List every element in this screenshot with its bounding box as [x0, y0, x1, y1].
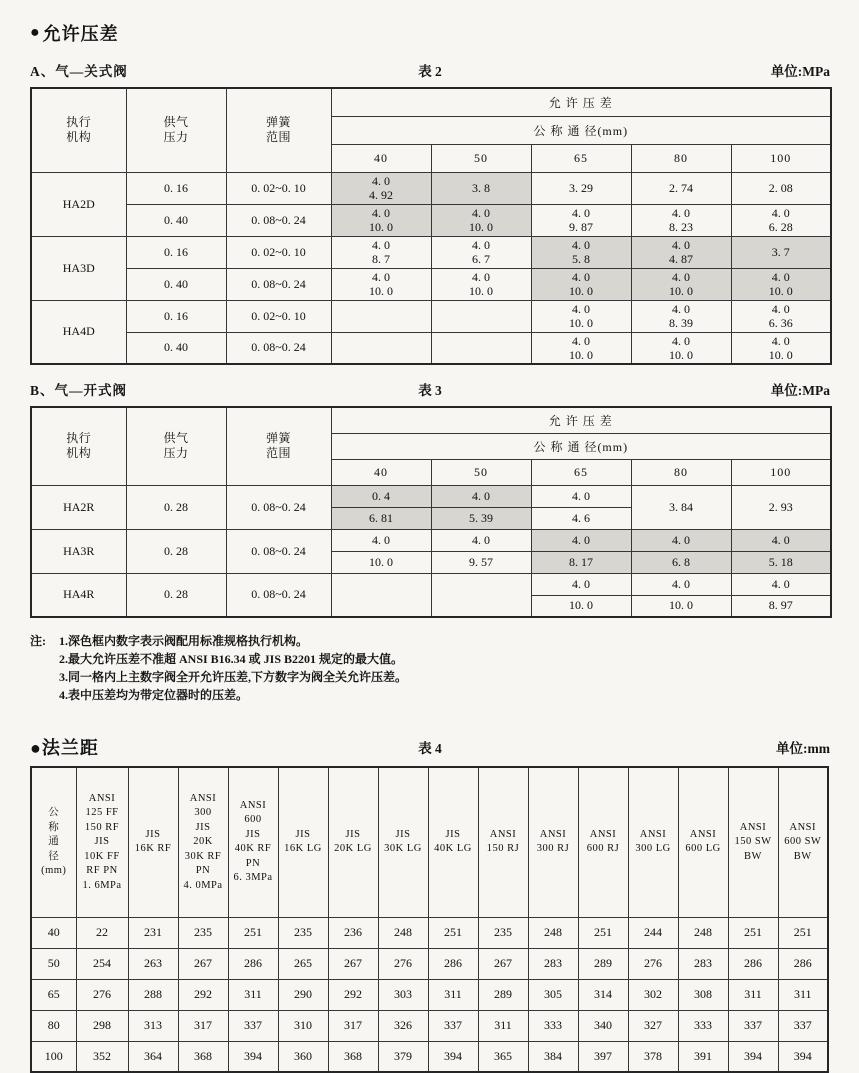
data-cell: [431, 332, 531, 364]
data-cell: 248: [528, 917, 578, 948]
table4-label: 表 4: [418, 741, 442, 756]
header-cell: ANSI 600 JIS 40K RF PN 6. 3MPa: [228, 767, 278, 917]
notes-prefix: 注:: [30, 634, 46, 648]
data-cell: 4. 0 9. 87: [531, 204, 631, 236]
data-cell: 251: [728, 917, 778, 948]
data-cell: 248: [678, 917, 728, 948]
data-cell: 248: [378, 917, 428, 948]
header-cell: 50: [431, 144, 531, 172]
data-cell: 276: [628, 948, 678, 979]
data-cell: 327: [628, 1010, 678, 1041]
data-cell: 4. 0: [531, 485, 631, 507]
section-title-pressure: [30, 20, 830, 46]
note-line: 4.表中压差均为带定位器时的压差。: [59, 688, 249, 702]
header-cell: 供气 压力: [126, 407, 226, 485]
data-cell: 4. 0 10. 0: [331, 204, 431, 236]
data-cell: 4. 0 4. 87: [631, 236, 731, 268]
data-cell: 352: [76, 1041, 128, 1072]
data-cell: 292: [328, 979, 378, 1010]
data-cell: 4. 0 6. 36: [731, 300, 831, 332]
data-cell: 0. 02~0. 10: [226, 236, 331, 268]
data-cell: 231: [128, 917, 178, 948]
data-cell: 364: [128, 1041, 178, 1072]
header-cell: 公 称 通 径 (mm): [31, 767, 76, 917]
data-cell: 22: [76, 917, 128, 948]
data-cell: 5. 39: [431, 507, 531, 529]
data-cell: 263: [128, 948, 178, 979]
header-cell: ANSI 150 SW BW: [728, 767, 778, 917]
data-cell: 337: [428, 1010, 478, 1041]
data-cell: [331, 332, 431, 364]
header-cell: 40: [331, 144, 431, 172]
data-cell: 4. 0 8. 39: [631, 300, 731, 332]
data-cell: 0. 02~0. 10: [226, 172, 331, 204]
data-cell: 0. 16: [126, 172, 226, 204]
table-row: [31, 300, 831, 332]
data-cell: 6. 8: [631, 551, 731, 573]
data-cell: 310: [278, 1010, 328, 1041]
data-cell: 65: [31, 979, 76, 1010]
data-cell: 0. 16: [126, 236, 226, 268]
header-cell: ANSI 300 JIS 20K 30K RF PN 4. 0MPa: [178, 767, 228, 917]
table-notes: [30, 632, 830, 704]
data-cell: 4. 0 10. 0: [731, 268, 831, 300]
data-cell: 283: [528, 948, 578, 979]
header-cell: ANSI 125 FF 150 RF JIS 10K FF RF PN 1. 6MPa: [76, 767, 128, 917]
data-cell: 394: [778, 1041, 828, 1072]
data-cell: 0. 08~0. 24: [226, 268, 331, 300]
data-cell: 311: [428, 979, 478, 1010]
data-cell: 4. 6: [531, 507, 631, 529]
data-cell: 10. 0: [631, 595, 731, 617]
caption-row-table4: [30, 734, 830, 760]
header-cell: 80: [631, 459, 731, 485]
data-cell: HA3D: [31, 236, 126, 300]
table-row: [31, 1010, 828, 1041]
data-cell: 4. 0 8. 23: [631, 204, 731, 236]
header-cell: ANSI 300 RJ: [528, 767, 578, 917]
header-cell: 40: [331, 459, 431, 485]
data-cell: 6. 81: [331, 507, 431, 529]
data-cell: 0. 02~0. 10: [226, 300, 331, 332]
data-cell: 3. 8: [431, 172, 531, 204]
data-cell: 4. 0 6. 28: [731, 204, 831, 236]
header-cell: 允 许 压 差: [331, 88, 831, 116]
header-cell: ANSI 300 LG: [628, 767, 678, 917]
data-cell: 10. 0: [531, 595, 631, 617]
section-title-text: 允许压差: [42, 24, 119, 44]
data-cell: HA2R: [31, 485, 126, 529]
data-cell: HA4R: [31, 573, 126, 617]
table-row: [31, 529, 831, 551]
data-cell: 0. 40: [126, 204, 226, 236]
data-cell: 251: [428, 917, 478, 948]
data-cell: 360: [278, 1041, 328, 1072]
data-cell: 368: [178, 1041, 228, 1072]
data-cell: 286: [228, 948, 278, 979]
data-cell: 305: [528, 979, 578, 1010]
data-cell: 5. 18: [731, 551, 831, 573]
data-cell: 337: [778, 1010, 828, 1041]
data-cell: 8. 97: [731, 595, 831, 617]
data-cell: 4. 0: [431, 529, 531, 551]
data-cell: 302: [628, 979, 678, 1010]
data-cell: 288: [128, 979, 178, 1010]
data-cell: 4. 0: [331, 529, 431, 551]
air-to-close-valve-pressure-table: [30, 87, 830, 365]
data-cell: 4. 0 10. 0: [631, 332, 731, 364]
header-cell: JIS 16K RF: [128, 767, 178, 917]
caption-row-table2: [30, 60, 830, 80]
table-row: [31, 172, 831, 204]
section-title-text: 法兰距: [41, 738, 99, 758]
data-cell: 4. 0 10. 0: [431, 204, 531, 236]
table3-subtitle: B、气—开式阀: [30, 383, 128, 398]
data-cell: 4. 0 10. 0: [531, 300, 631, 332]
bullet-icon: ●: [30, 738, 42, 758]
data-cell: 308: [678, 979, 728, 1010]
data-cell: 0. 40: [126, 332, 226, 364]
data-cell: 333: [528, 1010, 578, 1041]
air-to-open-valve-pressure-table: [30, 406, 830, 618]
table4-unit: 单位:mm: [776, 741, 831, 756]
data-cell: 40: [31, 917, 76, 948]
data-cell: 317: [328, 1010, 378, 1041]
data-cell: 314: [578, 979, 628, 1010]
data-cell: 267: [328, 948, 378, 979]
table-row: [31, 948, 828, 979]
data-cell: 289: [478, 979, 528, 1010]
data-cell: 4. 0: [631, 529, 731, 551]
data-cell: 368: [328, 1041, 378, 1072]
data-cell: 313: [128, 1010, 178, 1041]
data-cell: 80: [31, 1010, 76, 1041]
data-cell: 391: [678, 1041, 728, 1072]
header-cell: JIS 20K LG: [328, 767, 378, 917]
header-cell: 公 称 通 径(mm): [331, 433, 831, 459]
data-cell: 4. 0: [431, 485, 531, 507]
header-cell: 65: [531, 459, 631, 485]
header-cell: 供气 压力: [126, 88, 226, 172]
data-cell: 3. 7: [731, 236, 831, 268]
header-cell: JIS 30K LG: [378, 767, 428, 917]
header-cell: 公 称 通 径(mm): [331, 116, 831, 144]
table2-label: 表 2: [418, 64, 442, 79]
data-cell: 265: [278, 948, 328, 979]
data-cell: 333: [678, 1010, 728, 1041]
data-cell: 4. 0 10. 0: [531, 332, 631, 364]
data-cell: 311: [228, 979, 278, 1010]
caption-row-table3: [30, 379, 830, 399]
table-row: [31, 407, 831, 433]
table2-unit: 单位:MPa: [770, 64, 831, 79]
data-cell: 4. 0 10. 0: [431, 268, 531, 300]
data-cell: [331, 573, 431, 617]
table-row: [31, 1041, 828, 1072]
data-cell: 303: [378, 979, 428, 1010]
data-cell: HA3R: [31, 529, 126, 573]
data-cell: HA2D: [31, 172, 126, 236]
table-row: [31, 485, 831, 507]
data-cell: 298: [76, 1010, 128, 1041]
table2-subtitle: A、气—关式阀: [30, 64, 128, 79]
data-cell: [431, 300, 531, 332]
data-cell: 283: [678, 948, 728, 979]
data-cell: 311: [478, 1010, 528, 1041]
header-cell: ANSI 600 RJ: [578, 767, 628, 917]
data-cell: 384: [528, 1041, 578, 1072]
data-cell: 2. 74: [631, 172, 731, 204]
data-cell: 289: [578, 948, 628, 979]
data-cell: 251: [228, 917, 278, 948]
data-cell: 311: [728, 979, 778, 1010]
data-cell: 397: [578, 1041, 628, 1072]
data-cell: 286: [428, 948, 478, 979]
data-cell: 251: [778, 917, 828, 948]
table-row: [31, 917, 828, 948]
note-line: 3.同一格内上主数字阀全开允许压差,下方数字为阀全关允许压差。: [59, 670, 408, 684]
note-line: 2.最大允许压差不准超 ANSI B16.34 或 JIS B2201 规定的最大值。: [59, 652, 404, 666]
data-cell: 235: [178, 917, 228, 948]
header-cell: 100: [731, 459, 831, 485]
data-cell: 2. 93: [731, 485, 831, 529]
data-cell: 4. 0 5. 8: [531, 236, 631, 268]
data-cell: 100: [31, 1041, 76, 1072]
data-cell: 2. 08: [731, 172, 831, 204]
data-cell: 4. 0 6. 7: [431, 236, 531, 268]
data-cell: 4. 0: [631, 573, 731, 595]
data-cell: 0. 08~0. 24: [226, 204, 331, 236]
section-title-flange: [30, 734, 297, 760]
data-cell: 4. 0: [531, 529, 631, 551]
data-cell: 267: [478, 948, 528, 979]
table-row: [31, 268, 831, 300]
flange-distance-table: [30, 766, 830, 1073]
data-cell: 0. 28: [126, 485, 226, 529]
data-cell: 378: [628, 1041, 678, 1072]
data-cell: 276: [76, 979, 128, 1010]
header-cell: ANSI 600 SW BW: [778, 767, 828, 917]
data-cell: 276: [378, 948, 428, 979]
header-cell: JIS 40K LG: [428, 767, 478, 917]
data-cell: 290: [278, 979, 328, 1010]
header-cell: 100: [731, 144, 831, 172]
note-line: 1.深色框内数字表示阀配用标准规格执行机构。: [59, 634, 309, 648]
data-cell: 4. 0: [731, 529, 831, 551]
data-cell: 379: [378, 1041, 428, 1072]
header-cell: ANSI 600 LG: [678, 767, 728, 917]
header-cell: 弹簧 范围: [226, 88, 331, 172]
table-row: [31, 236, 831, 268]
header-cell: 允 许 压 差: [331, 407, 831, 433]
table3-unit: 单位:MPa: [770, 383, 831, 398]
data-cell: 3. 29: [531, 172, 631, 204]
data-cell: 326: [378, 1010, 428, 1041]
header-cell: 执行 机构: [31, 407, 126, 485]
table-row: [31, 979, 828, 1010]
data-cell: 394: [228, 1041, 278, 1072]
data-cell: 337: [728, 1010, 778, 1041]
data-cell: 235: [478, 917, 528, 948]
data-cell: 286: [728, 948, 778, 979]
data-cell: 0. 40: [126, 268, 226, 300]
data-cell: 286: [778, 948, 828, 979]
data-cell: 311: [778, 979, 828, 1010]
data-cell: 317: [178, 1010, 228, 1041]
data-cell: 365: [478, 1041, 528, 1072]
data-cell: [431, 573, 531, 617]
data-cell: 3. 84: [631, 485, 731, 529]
data-cell: HA4D: [31, 300, 126, 364]
data-cell: 337: [228, 1010, 278, 1041]
data-cell: 4. 0 8. 7: [331, 236, 431, 268]
data-cell: 394: [728, 1041, 778, 1072]
data-cell: 4. 0: [531, 573, 631, 595]
header-cell: ANSI 150 RJ: [478, 767, 528, 917]
data-cell: 254: [76, 948, 128, 979]
data-cell: 292: [178, 979, 228, 1010]
table-row: [31, 573, 831, 595]
table-row: [31, 204, 831, 236]
data-cell: 394: [428, 1041, 478, 1072]
data-cell: 8. 17: [531, 551, 631, 573]
data-cell: 236: [328, 917, 378, 948]
data-cell: 4. 0 10. 0: [731, 332, 831, 364]
data-cell: [331, 300, 431, 332]
data-cell: 0. 16: [126, 300, 226, 332]
data-cell: 4. 0 4. 92: [331, 172, 431, 204]
data-cell: 0. 08~0. 24: [226, 485, 331, 529]
data-cell: 244: [628, 917, 678, 948]
data-cell: 0. 28: [126, 573, 226, 617]
table-row: [31, 332, 831, 364]
data-cell: 267: [178, 948, 228, 979]
data-cell: 340: [578, 1010, 628, 1041]
data-cell: 4. 0 10. 0: [331, 268, 431, 300]
table3-label: 表 3: [418, 383, 442, 398]
data-cell: 251: [578, 917, 628, 948]
data-cell: 50: [31, 948, 76, 979]
bullet-icon: ●: [30, 24, 41, 41]
data-cell: 10. 0: [331, 551, 431, 573]
data-cell: 0. 08~0. 24: [226, 573, 331, 617]
data-cell: 9. 57: [431, 551, 531, 573]
data-cell: 4. 0 10. 0: [531, 268, 631, 300]
table-row: [31, 88, 831, 116]
header-cell: JIS 16K LG: [278, 767, 328, 917]
header-cell: 弹簧 范围: [226, 407, 331, 485]
data-cell: 235: [278, 917, 328, 948]
data-cell: 4. 0: [731, 573, 831, 595]
header-cell: 执行 机构: [31, 88, 126, 172]
data-cell: 0. 4: [331, 485, 431, 507]
data-cell: 0. 28: [126, 529, 226, 573]
data-cell: 0. 08~0. 24: [226, 332, 331, 364]
data-cell: 4. 0 10. 0: [631, 268, 731, 300]
header-cell: 80: [631, 144, 731, 172]
data-cell: 0. 08~0. 24: [226, 529, 331, 573]
header-cell: 65: [531, 144, 631, 172]
table-row: [31, 767, 828, 917]
header-cell: 50: [431, 459, 531, 485]
